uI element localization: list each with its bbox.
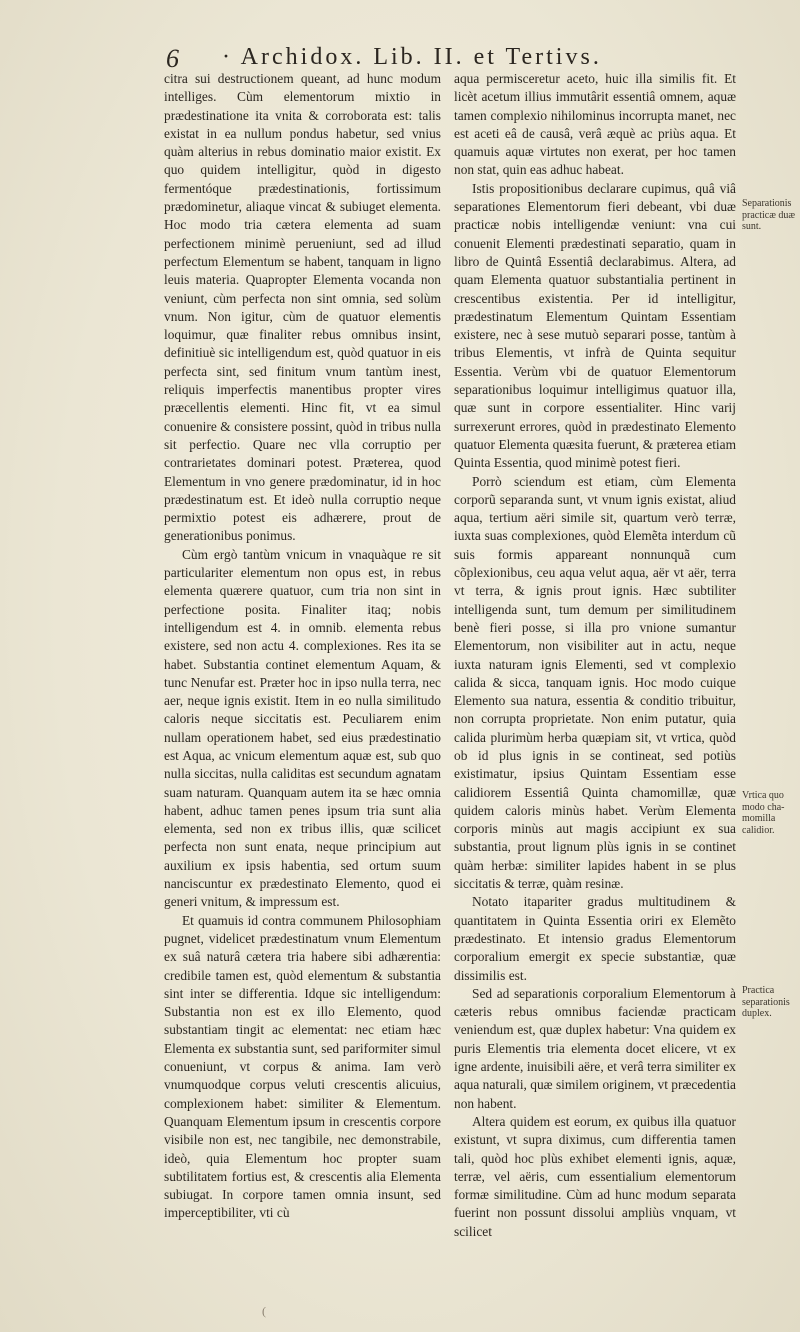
paragraph: Sed ad separationis corporalium Elementorum à cæteris rebus omnibus faciendæ practicam veniendum est, quæ duplex habetur: Vna quidem ex puris Elementis tria elementa docet elicere, vt ex igne ardente, inuisibili aëre, et verâ terra similiter ex aqua naturali, quæ similem originem, vt præcedentia non habent. bbox=[454, 985, 736, 1111]
paragraph: Cùm ergò tantùm vnicum in vnaquàque re sit particulariter elementum non opus est, in rebus elementa quærere quatuor, cum tria non sint in perfectione posita. Finaliter itaq; nobis intelligendum est 4. in omnib. elementa rebus existere, sed non actu 4. complexiones. Res ita se habet. Substantia continet elementum Aquam, & tunc Nenufar est. Præter hoc in ipso nulla terra, nec aer, neque ignis existit. Item in eo nulla similitudo caloris neque siccitatis est. Peculiarem enim nullam operationem habet, sed eius prædestinatio est Aqua, ac vnicum elementum aquæ est, sub quo nulla siccitas, nulla caliditas est secundum agnatam suam naturam. Quanquam autem ita se hæc omnia habent, adhuc tamen penes ipsum tria sunt alia elementa, sed non ex tribus illis, quæ scilicet perfecta non sunt enata, neque principium aut auxilium ex ipsis habentia, sed ortum suum nanciscuntur ex prædestinato Elemento, quod ei generi vnitum, & impressum est. bbox=[164, 546, 441, 910]
right-column bbox=[454, 70, 736, 1290]
paragraph: Altera quidem est eorum, ex quibus illa quatuor existunt, vt supra diximus, cum differentia tamen tali, quòd hoc plùs exhibet elementi ignis, aquæ, terræ, vel aëris, cum essentialium elementorum formæ similitudine. Cùm ad hunc modum separata fuerint non possunt dissolui ampliùs vnquam, vt scilicet bbox=[454, 1113, 736, 1239]
left-column bbox=[164, 70, 441, 1290]
margin-note: Separationis practicæ duæ sunt. bbox=[742, 198, 796, 232]
paragraph: aqua permisceretur aceto, huic illa similis fit. Et licèt acetum illius immutârit essentiâ omnem, aquæ tamen complexio nihilominus incorrupta manet, nec est aceti eâ de causâ, verâ æquè ac priùs aqua. Et quamuis aquæ virtutes non exerat, per hoc tamen non stat, quin eas adhuc habeat. bbox=[454, 71, 736, 178]
paragraph: Porrò sciendum est etiam, cùm Elementa corporũ separanda sunt, vt vnum ignis existat, aliud aqua, tertium aëri simile sit, quartum verò terræ, iuxta suas complexiones, quòd Elemẽta interdum cũ suis formis appareant nonnunquã cum cõplexionibus, ceu aqua velut aqua, aër vt aër, terra vt terra, & ignis prout ignis. Hæc subtiliter intelligenda sunt, tum demum per similitudinem benè fieri posse, si illa pro vnione sumantur Elementorum, non visibiliter aut in actu, neque iuxta naturam ignis Elementi, sed vt complexio calida & sicca, tanquam ignis. Hoc modo cuique Elemento sua natura, essentia & conditio tribuitur, non corrupta proprietate. Non enim putatur, quia calida plurimùm herba quæpiam sit, vt vrtica, quòd ob id plus ignis in se contineat, sed potiùs existimatur, ipsius Quintam Essentiam esse calidiorem Essentiâ Quinta chamomillæ, quæ quidem caloris minùs habet. Verùm Elementa corporis minùs aut magis accipiunt ex sua substantia, prout lignum plùs ignis in se continet quàm herbæ: similiter lapides habent in se plus siccitatis & terræ, quàm resinæ. bbox=[454, 473, 736, 892]
running-title: · Archidox. Lib. II. et Tertivs. bbox=[222, 44, 602, 70]
margin-note: Practica separationis duplex. bbox=[742, 985, 790, 1019]
paragraph: Notato itapariter gradus multitudinem & quantitatem in Quinta Essentia oriri ex Elemẽto prædestinato. Et intensio gradus Elementorum corporalium emergit ex specie substantiæ, quæ dissimilis est. bbox=[454, 894, 736, 983]
margin-note: Vrtica quo modo cha-momilla calidior. bbox=[742, 790, 785, 836]
paragraph: Istis propositionibus declarare cupimus, quâ viâ separationes Elementorum fieri debeant, vbi duæ practicæ nobis intelligendæ veniunt: vna cui conuenit Elementi prædestinati separatio, quam in libro de Quintâ Essentiâ declarabimus. Altera, ad quam Elementa quatuor substantialia pertinent in crescentibus existentia. Per id intelligitur, prædestinatum Elementum Quintam Essentiam existere, nec à sese mutuò separari posse, tantùm à tribus Elementis, vt infrà de Quinta sequitur Essentia. Verùm vbi de quatuor Elementorum separationibus loquimur intelligimus quatuor illa, quæ sunt in corpore essentialiter. Hinc varij surrexerunt errores, quòd in prædestinato Elemento quatuor Elementa quæsita fuerunt, & præterea etiam Quinta Essentia, quod minimè potest fieri. bbox=[454, 180, 736, 471]
paragraph: Et quamuis id contra communem Philosophiam pugnet, videlicet prædestinatum vnum Elementum ex suâ naturâ cætera tria habere sibi adhærentia: credibile tamen est, quòd elementum & substantia sint inter se differentia. Idque sic intelligendum: Substantia non est ex illo Elemento, quod substantiam tingit ac elementat: nec etiam hæc Elementa ex substantia sunt, sed pariformiter simul conueniunt, vt corpus & anima. Iam verò vnumquodque corpus veluti crescentis alicuius, complexionem habet: similiter & Elementum. Quanquam Elementum ipsum in crescentis corpore visibile non est, nec tangibile, nec demonstrabile, ideò, quia Elementum hoc propter suam subtilitatem fortius est, & crescentis alia Elementa subiugat. In corpore tamen omnia insunt, sed imperceptibiliter, vti cù bbox=[164, 912, 441, 1221]
signature-mark: ( bbox=[262, 1304, 266, 1318]
paragraph: citra sui destructionem queant, ad hunc modum intelliges. Cùm elementorum mixtio in prædestinatione ita vnita & corroborata est: talis existat in ea nullum pondus habetur, sed vnius quàm alterius in rebus dominatio maior existit. Ex quo quidem intelligitur, quòd in digesto fermentóque prædestinationis, fortissimum prædominetur, aliaque vincat & subiuget elementa. Hoc modo tria cætera elementa ad suam perfectionem minimè perueniunt, sed ad illud perfectum Elementum se habent, tanquam in ligno leuis materia. Quapropter Elementa vocanda non veniunt, cùm perfecta non sint omnia, sed solùm vnum. Non igitur, cùm de quatuor elementis loquimur, quæ finaliter rebus omnibus insint, definitiuè sic intelligendum est, quòd quatuor in eis perfecta sint, sed finitum vnum tantùm inest, reliquis imperfectis manentibus propter vires præcellentis elementi. Hinc fit, vt ea simul conuenire & consistere possint, quòd in tribus nulla sit perfectio. Quare nec vlla corruptio per contrarietates dominari potest. Præterea, quod Elementum in vno genere prædominatur, id in hoc prædestinatum est. Et ideò nulla corruptio neque permixtio potest eis adhærere, prout de generationibus ponimus. bbox=[164, 71, 441, 544]
page-number: 6 bbox=[166, 44, 182, 73]
